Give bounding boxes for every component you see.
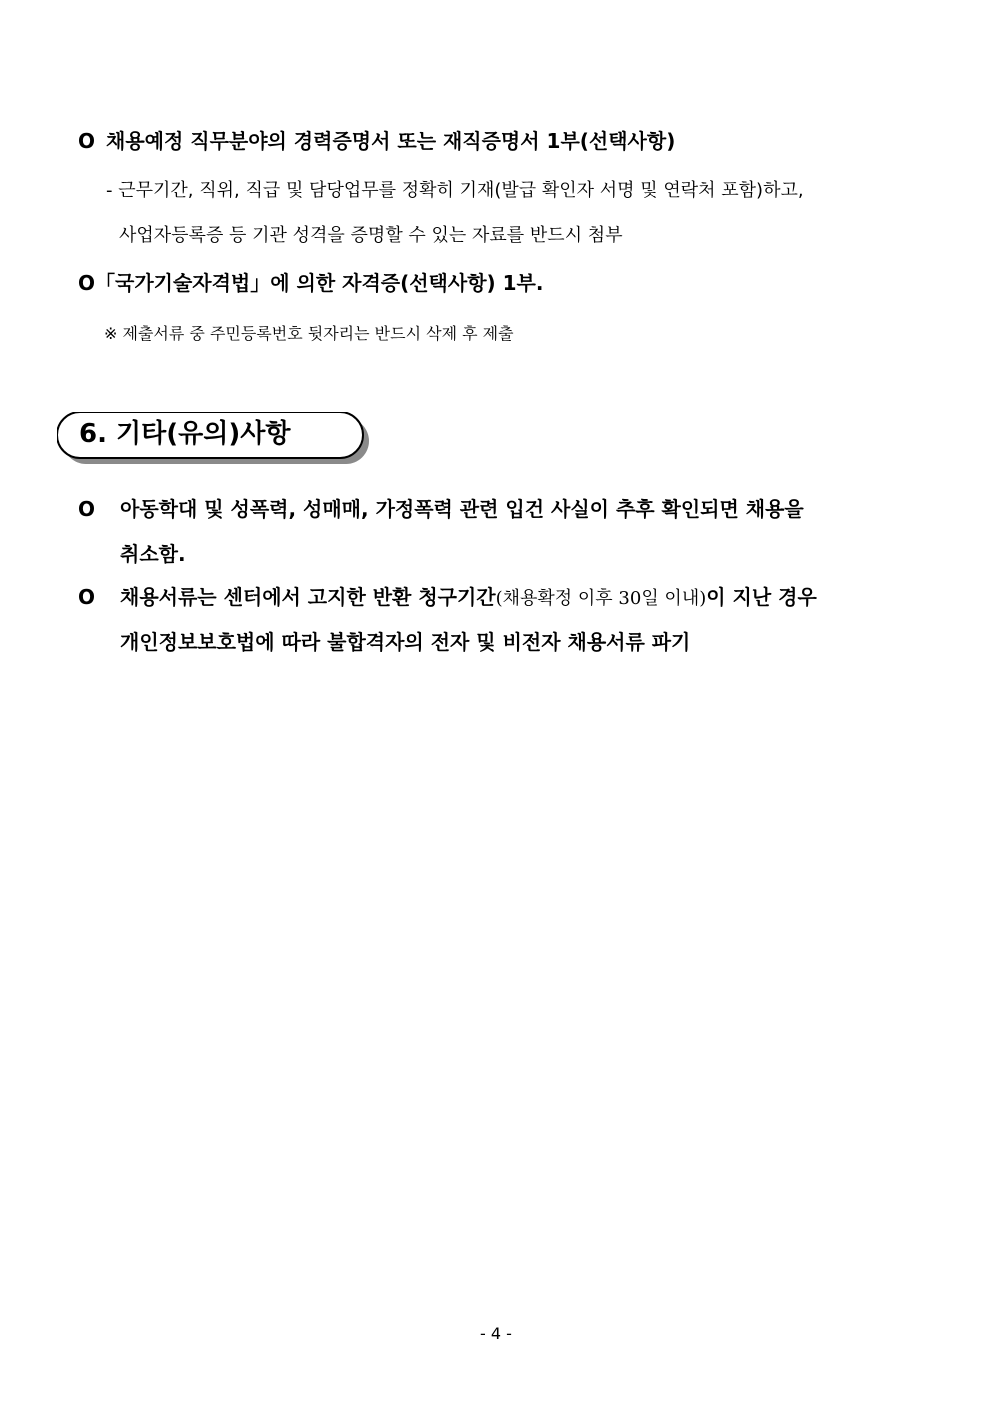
qualification-text: 「국가기술자격법」에 의한 자격증(선택사항) 1부.	[95, 271, 544, 295]
notice-text-2d: 개인정보보호법에 따라 불합격자의 전자 및 비전자 채용서류 파기	[120, 630, 691, 654]
notice-item-abuse-line1	[78, 499, 804, 519]
bullet-circle-icon: O	[78, 497, 96, 521]
career-certificate-detail-line2	[119, 227, 623, 245]
document-item-career-certificate	[78, 131, 675, 151]
career-certificate-detail-line1	[106, 182, 804, 200]
section-title: 6. 기타(유의)사항	[79, 419, 291, 449]
detail-text-2: 사업자등록증 등 기관 성격을 증명할 수 있는 자료를 반드시 첨부	[119, 225, 623, 246]
note-text: ※ 제출서류 중 주민등록번호 뒷자리는 반드시 삭제 후 제출	[104, 324, 514, 343]
notice-text-1b: 취소함.	[120, 542, 186, 566]
notice-text-2a: 채용서류는 센터에서 고지한 반환 청구기간	[120, 585, 496, 609]
submission-note	[104, 326, 514, 342]
notice-item-abuse-line2	[120, 544, 186, 564]
section-heading-box	[57, 412, 363, 458]
career-certificate-text: 채용예정 직무분야의 경력증명서 또는 재직증명서 1부(선택사항)	[106, 129, 676, 153]
notice-text-2-paren: (채용확정 이후 30일 이내)	[495, 588, 707, 609]
notice-item-documents-line1	[78, 587, 817, 608]
bullet-circle-icon: O	[78, 585, 96, 609]
notice-text-2c: 이 지난 경우	[706, 585, 817, 609]
notice-text-1a: 아동학대 및 성폭력, 성매매, 가정폭력 관련 입건 사실이 추후 확인되면 채용을	[120, 497, 804, 521]
dash-marker: -	[106, 180, 113, 201]
bullet-circle-icon: O	[78, 129, 96, 153]
bullet-circle-icon: O	[78, 271, 96, 295]
notice-item-documents-line2	[120, 632, 690, 652]
detail-text-1: 근무기간, 직위, 직급 및 담당업무를 정확히 기재(발급 확인자 서명 및 연락처 포함)하고,	[118, 180, 804, 201]
document-item-qualification	[78, 273, 543, 293]
page-number: - 4 -	[480, 1324, 512, 1343]
